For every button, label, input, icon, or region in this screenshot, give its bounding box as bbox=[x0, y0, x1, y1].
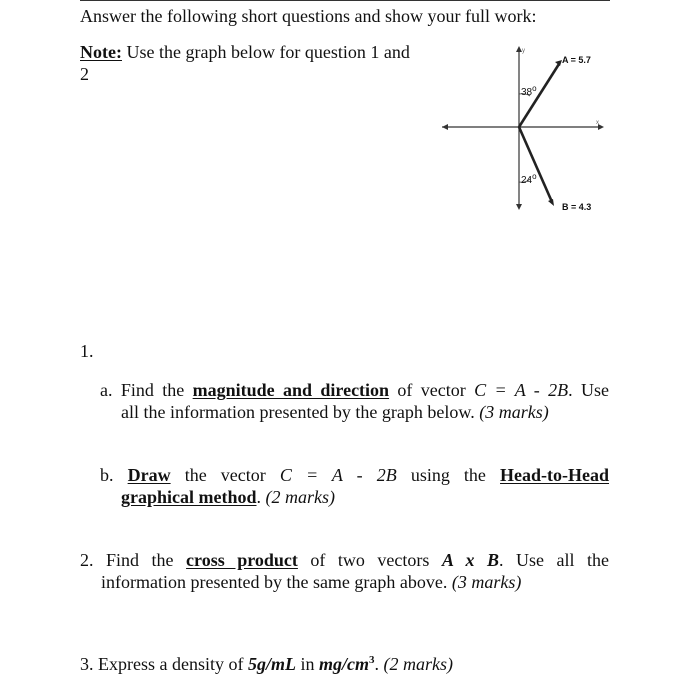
q1b-method-part2: graphical method bbox=[121, 487, 257, 507]
y-axis-label: y bbox=[522, 48, 525, 54]
q2-post: . Use all the bbox=[498, 550, 609, 570]
q3-pre: Express a density of bbox=[93, 654, 248, 674]
q3-unit-exponent: 3 bbox=[368, 654, 375, 666]
x-axis-label: x bbox=[596, 120, 599, 126]
vector-b-arrowhead bbox=[548, 199, 554, 206]
vector-b bbox=[519, 127, 552, 202]
note-label: Note: bbox=[80, 42, 122, 62]
q3-value: 5g/mL bbox=[247, 654, 296, 674]
vector-b-label: B = 4.3 bbox=[562, 202, 592, 212]
q1b-mid: using the bbox=[396, 465, 501, 485]
q3-line bbox=[80, 650, 453, 675]
q1a-marks: (3 marks) bbox=[479, 402, 549, 422]
angle-b-degree: o bbox=[532, 172, 537, 181]
q3-unit: mg/cm bbox=[318, 654, 369, 674]
q1a-line2-text: all the information presented by the graph below. bbox=[121, 402, 480, 422]
q1b-letter: b. bbox=[100, 465, 114, 485]
q1a-letter: a. bbox=[100, 380, 113, 400]
q1b-marks: (2 marks) bbox=[265, 487, 336, 507]
note-text: Use the graph below for question 1 and bbox=[121, 42, 410, 62]
q1a-post: . Use bbox=[568, 380, 609, 400]
q2-line2-text: information presented by the same graph above. bbox=[101, 572, 452, 592]
q1b-method-part1: Head-to-Head bbox=[500, 465, 610, 485]
q1a-line1 bbox=[100, 380, 609, 401]
q2-pre: Find the bbox=[93, 550, 187, 570]
q1a-line2 bbox=[121, 402, 549, 423]
q2-line1 bbox=[80, 550, 609, 571]
q1b-post: . bbox=[256, 487, 266, 507]
q1a-mid: of vector bbox=[389, 380, 475, 400]
q3-marks: (2 marks) bbox=[383, 654, 453, 674]
vector-graph bbox=[430, 40, 620, 225]
q1b-draw: Draw bbox=[127, 465, 171, 485]
q2-line2 bbox=[101, 572, 521, 593]
angle-b-label bbox=[521, 172, 537, 186]
q1a-emphasis: magnitude and direction bbox=[192, 380, 390, 400]
q2-formula: A x B bbox=[441, 550, 499, 570]
q2-number: 2. bbox=[80, 550, 94, 570]
angle-a-value: 38 bbox=[521, 87, 533, 98]
q2-emphasis: cross product bbox=[186, 550, 298, 570]
q2-mid: of two vectors bbox=[297, 550, 442, 570]
angle-a-label bbox=[521, 84, 537, 98]
q1b-formula: C = A - 2B bbox=[279, 465, 397, 485]
instructions: Answer the following short questions and show your full work: bbox=[80, 6, 537, 26]
q1a-pre: Find the bbox=[112, 380, 193, 400]
angle-b-value: 24 bbox=[521, 175, 533, 186]
q1b-line1 bbox=[100, 465, 609, 486]
q3-mid: in bbox=[295, 654, 319, 674]
q3-post: . bbox=[374, 654, 384, 674]
q3-number: 3. bbox=[80, 654, 94, 674]
q2-marks: (3 marks) bbox=[451, 572, 522, 592]
top-rule bbox=[80, 0, 610, 1]
q1b-pre: the vector bbox=[170, 465, 280, 485]
q1-number: 1. bbox=[80, 341, 94, 361]
note-continuation: 2 bbox=[80, 64, 89, 84]
y-axis-down-arrow bbox=[516, 204, 522, 210]
x-axis-left-arrow bbox=[442, 124, 448, 130]
q1b-line2 bbox=[121, 487, 335, 508]
q1a-formula: C = A - 2B bbox=[474, 380, 569, 400]
note-line bbox=[80, 42, 410, 63]
vector-a-label: A = 5.7 bbox=[562, 55, 591, 65]
angle-a-degree: o bbox=[532, 84, 537, 93]
